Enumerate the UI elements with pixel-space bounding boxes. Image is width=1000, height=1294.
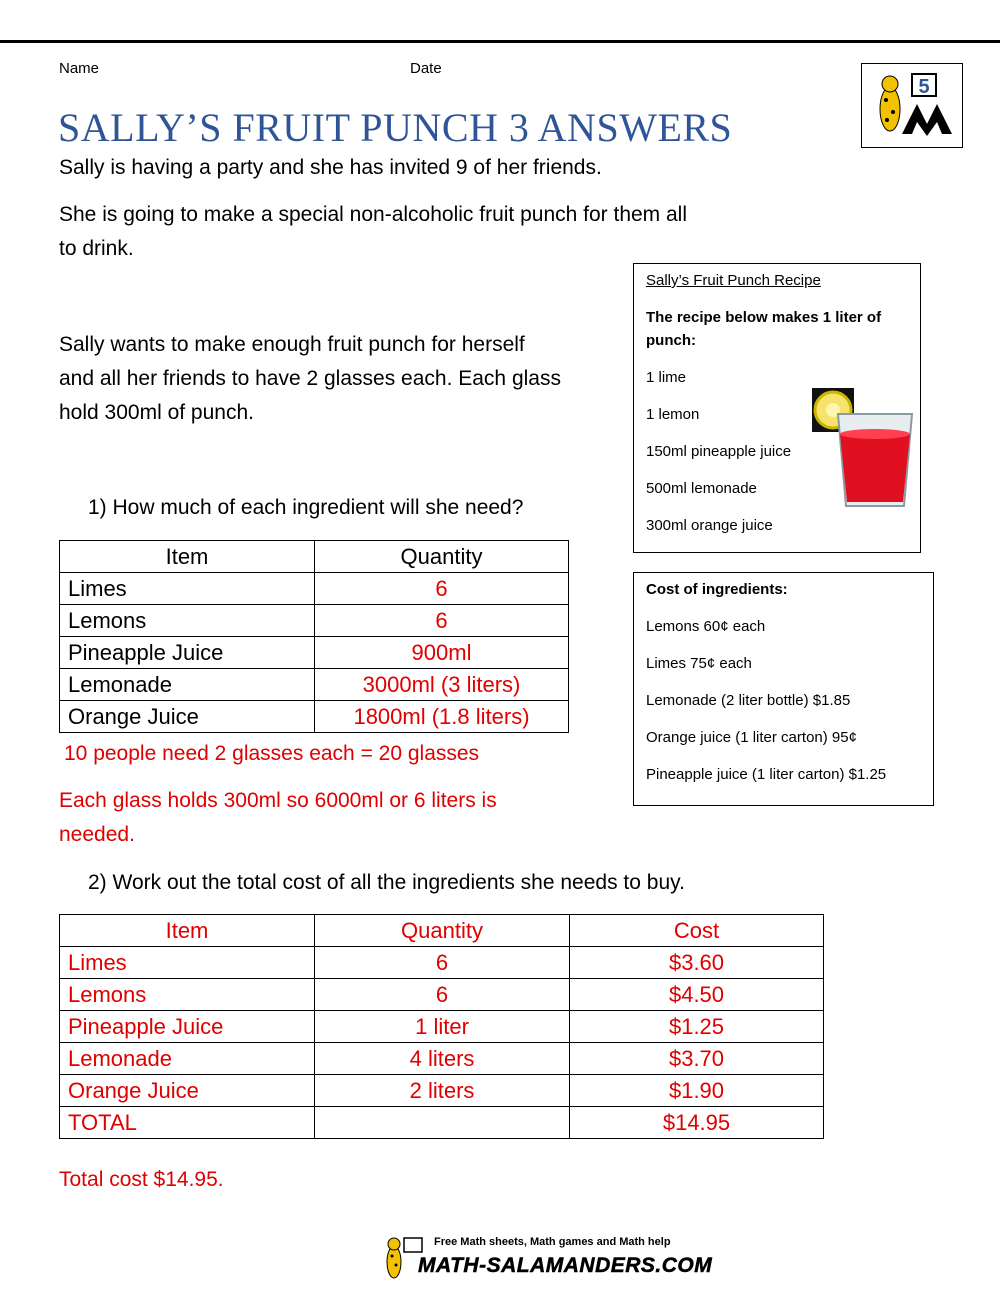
table-cell: 6 bbox=[315, 947, 570, 979]
table-cell: 2 liters bbox=[315, 1075, 570, 1107]
table-row bbox=[60, 947, 824, 979]
table-cell: 6 bbox=[315, 979, 570, 1011]
table-row-total bbox=[60, 1107, 824, 1139]
table-row bbox=[60, 701, 569, 733]
table-cell: Limes bbox=[60, 947, 315, 979]
table-row bbox=[60, 669, 569, 701]
recipe-item: 1 lime bbox=[646, 369, 687, 386]
table-cell: 4 liters bbox=[315, 1043, 570, 1075]
table-cell: $4.50 bbox=[570, 979, 824, 1011]
table-cell: $14.95 bbox=[570, 1107, 824, 1139]
table-header-cell: Item bbox=[60, 915, 315, 947]
table-cell: 900ml bbox=[315, 637, 569, 669]
intro-p3-line2: and all her friends to have 2 glasses each. Each glass bbox=[59, 367, 561, 390]
table-row bbox=[60, 1011, 824, 1043]
cost-item: Lemonade (2 liter bottle) $1.85 bbox=[646, 692, 851, 709]
q1-table bbox=[59, 540, 569, 733]
table-cell: 3000ml (3 liters) bbox=[315, 669, 569, 701]
table-cell: $3.60 bbox=[570, 947, 824, 979]
table-header-row bbox=[60, 915, 824, 947]
q1-answer-1: 10 people need 2 glasses each = 20 glasses bbox=[64, 742, 480, 765]
table-cell: Pineapple Juice bbox=[60, 1011, 315, 1043]
table-cell: Pineapple Juice bbox=[60, 637, 315, 669]
cost-item: Limes 75¢ each bbox=[646, 655, 752, 672]
cost-item: Orange juice (1 liter carton) 95¢ bbox=[646, 729, 857, 746]
table-cell: TOTAL bbox=[60, 1107, 315, 1139]
cost-item: Lemons 60¢ each bbox=[646, 618, 766, 635]
grade-logo bbox=[861, 63, 963, 148]
table-cell: Orange Juice bbox=[60, 1075, 315, 1107]
recipe-bold-line2: punch: bbox=[646, 332, 696, 349]
table-cell: $1.90 bbox=[570, 1075, 824, 1107]
table-cell: $1.25 bbox=[570, 1011, 824, 1043]
cost-item: Pineapple juice (1 liter carton) $1.25 bbox=[646, 766, 887, 783]
table-row bbox=[60, 637, 569, 669]
page-title: SALLY’S FRUIT PUNCH 3 ANSWERS bbox=[58, 105, 733, 150]
table-cell: Lemons bbox=[60, 605, 315, 637]
table-row bbox=[60, 1043, 824, 1075]
table-cell: 6 bbox=[315, 573, 569, 605]
punch-glass-icon bbox=[810, 386, 920, 511]
cost-heading: Cost of ingredients: bbox=[646, 581, 788, 598]
footer-logo bbox=[378, 1232, 713, 1284]
table-header-cell: Item bbox=[60, 541, 315, 573]
intro-p3-line1: Sally wants to make enough fruit punch for herself bbox=[59, 333, 525, 356]
table-cell: Lemonade bbox=[60, 669, 315, 701]
table-row bbox=[60, 573, 569, 605]
recipe-item: 500ml lemonade bbox=[646, 480, 757, 497]
table-header-cell: Cost bbox=[570, 915, 824, 947]
name-label: Name bbox=[59, 60, 100, 77]
table-cell: Lemonade bbox=[60, 1043, 315, 1075]
footer-tagline: Free Math sheets, Math games and Math help bbox=[434, 1236, 671, 1248]
q1-answer-2-line2: needed. bbox=[59, 823, 135, 846]
q2-table bbox=[59, 914, 824, 1139]
intro-p2-line2: to drink. bbox=[59, 237, 134, 260]
table-header-cell: Quantity bbox=[315, 541, 569, 573]
table-cell: Orange Juice bbox=[60, 701, 315, 733]
table-cell bbox=[315, 1107, 570, 1139]
grade-number: 5 bbox=[918, 76, 930, 98]
recipe-item: 150ml pineapple juice bbox=[646, 443, 792, 460]
table-header-row bbox=[60, 541, 569, 573]
question-2: 2) Work out the total cost of all the ingredients she needs to buy. bbox=[88, 871, 685, 894]
table-row bbox=[60, 979, 824, 1011]
table-row bbox=[60, 605, 569, 637]
recipe-box bbox=[633, 263, 921, 553]
table-row bbox=[60, 1075, 824, 1107]
date-label: Date bbox=[410, 60, 442, 77]
table-cell: 1 liter bbox=[315, 1011, 570, 1043]
intro-p1: Sally is having a party and she has invited 9 of her friends. bbox=[59, 156, 602, 179]
intro-p3-line3: hold 300ml of punch. bbox=[59, 401, 254, 424]
intro-p2-line1: She is going to make a special non-alcoholic fruit punch for them all bbox=[59, 203, 688, 226]
recipe-bold-line1: The recipe below makes 1 liter of bbox=[646, 309, 882, 326]
top-rule bbox=[0, 40, 1000, 43]
cost-box bbox=[633, 572, 934, 806]
q1-answer-2-line1: Each glass holds 300ml so 6000ml or 6 liters is bbox=[59, 789, 497, 812]
table-cell: 6 bbox=[315, 605, 569, 637]
recipe-item: 1 lemon bbox=[646, 406, 700, 423]
table-cell: Lemons bbox=[60, 979, 315, 1011]
recipe-item: 300ml orange juice bbox=[646, 517, 773, 534]
table-cell: $3.70 bbox=[570, 1043, 824, 1075]
q2-answer: Total cost $14.95. bbox=[59, 1168, 224, 1191]
table-cell: 1800ml (1.8 liters) bbox=[315, 701, 569, 733]
footer-site: MATH-SALAMANDERS.COM bbox=[418, 1254, 713, 1277]
question-1: 1) How much of each ingredient will she need? bbox=[88, 496, 524, 519]
salamander-logo-icon bbox=[862, 64, 962, 147]
table-header-cell: Quantity bbox=[315, 915, 570, 947]
recipe-heading: Sally’s Fruit Punch Recipe bbox=[646, 272, 821, 289]
table-cell: Limes bbox=[60, 573, 315, 605]
